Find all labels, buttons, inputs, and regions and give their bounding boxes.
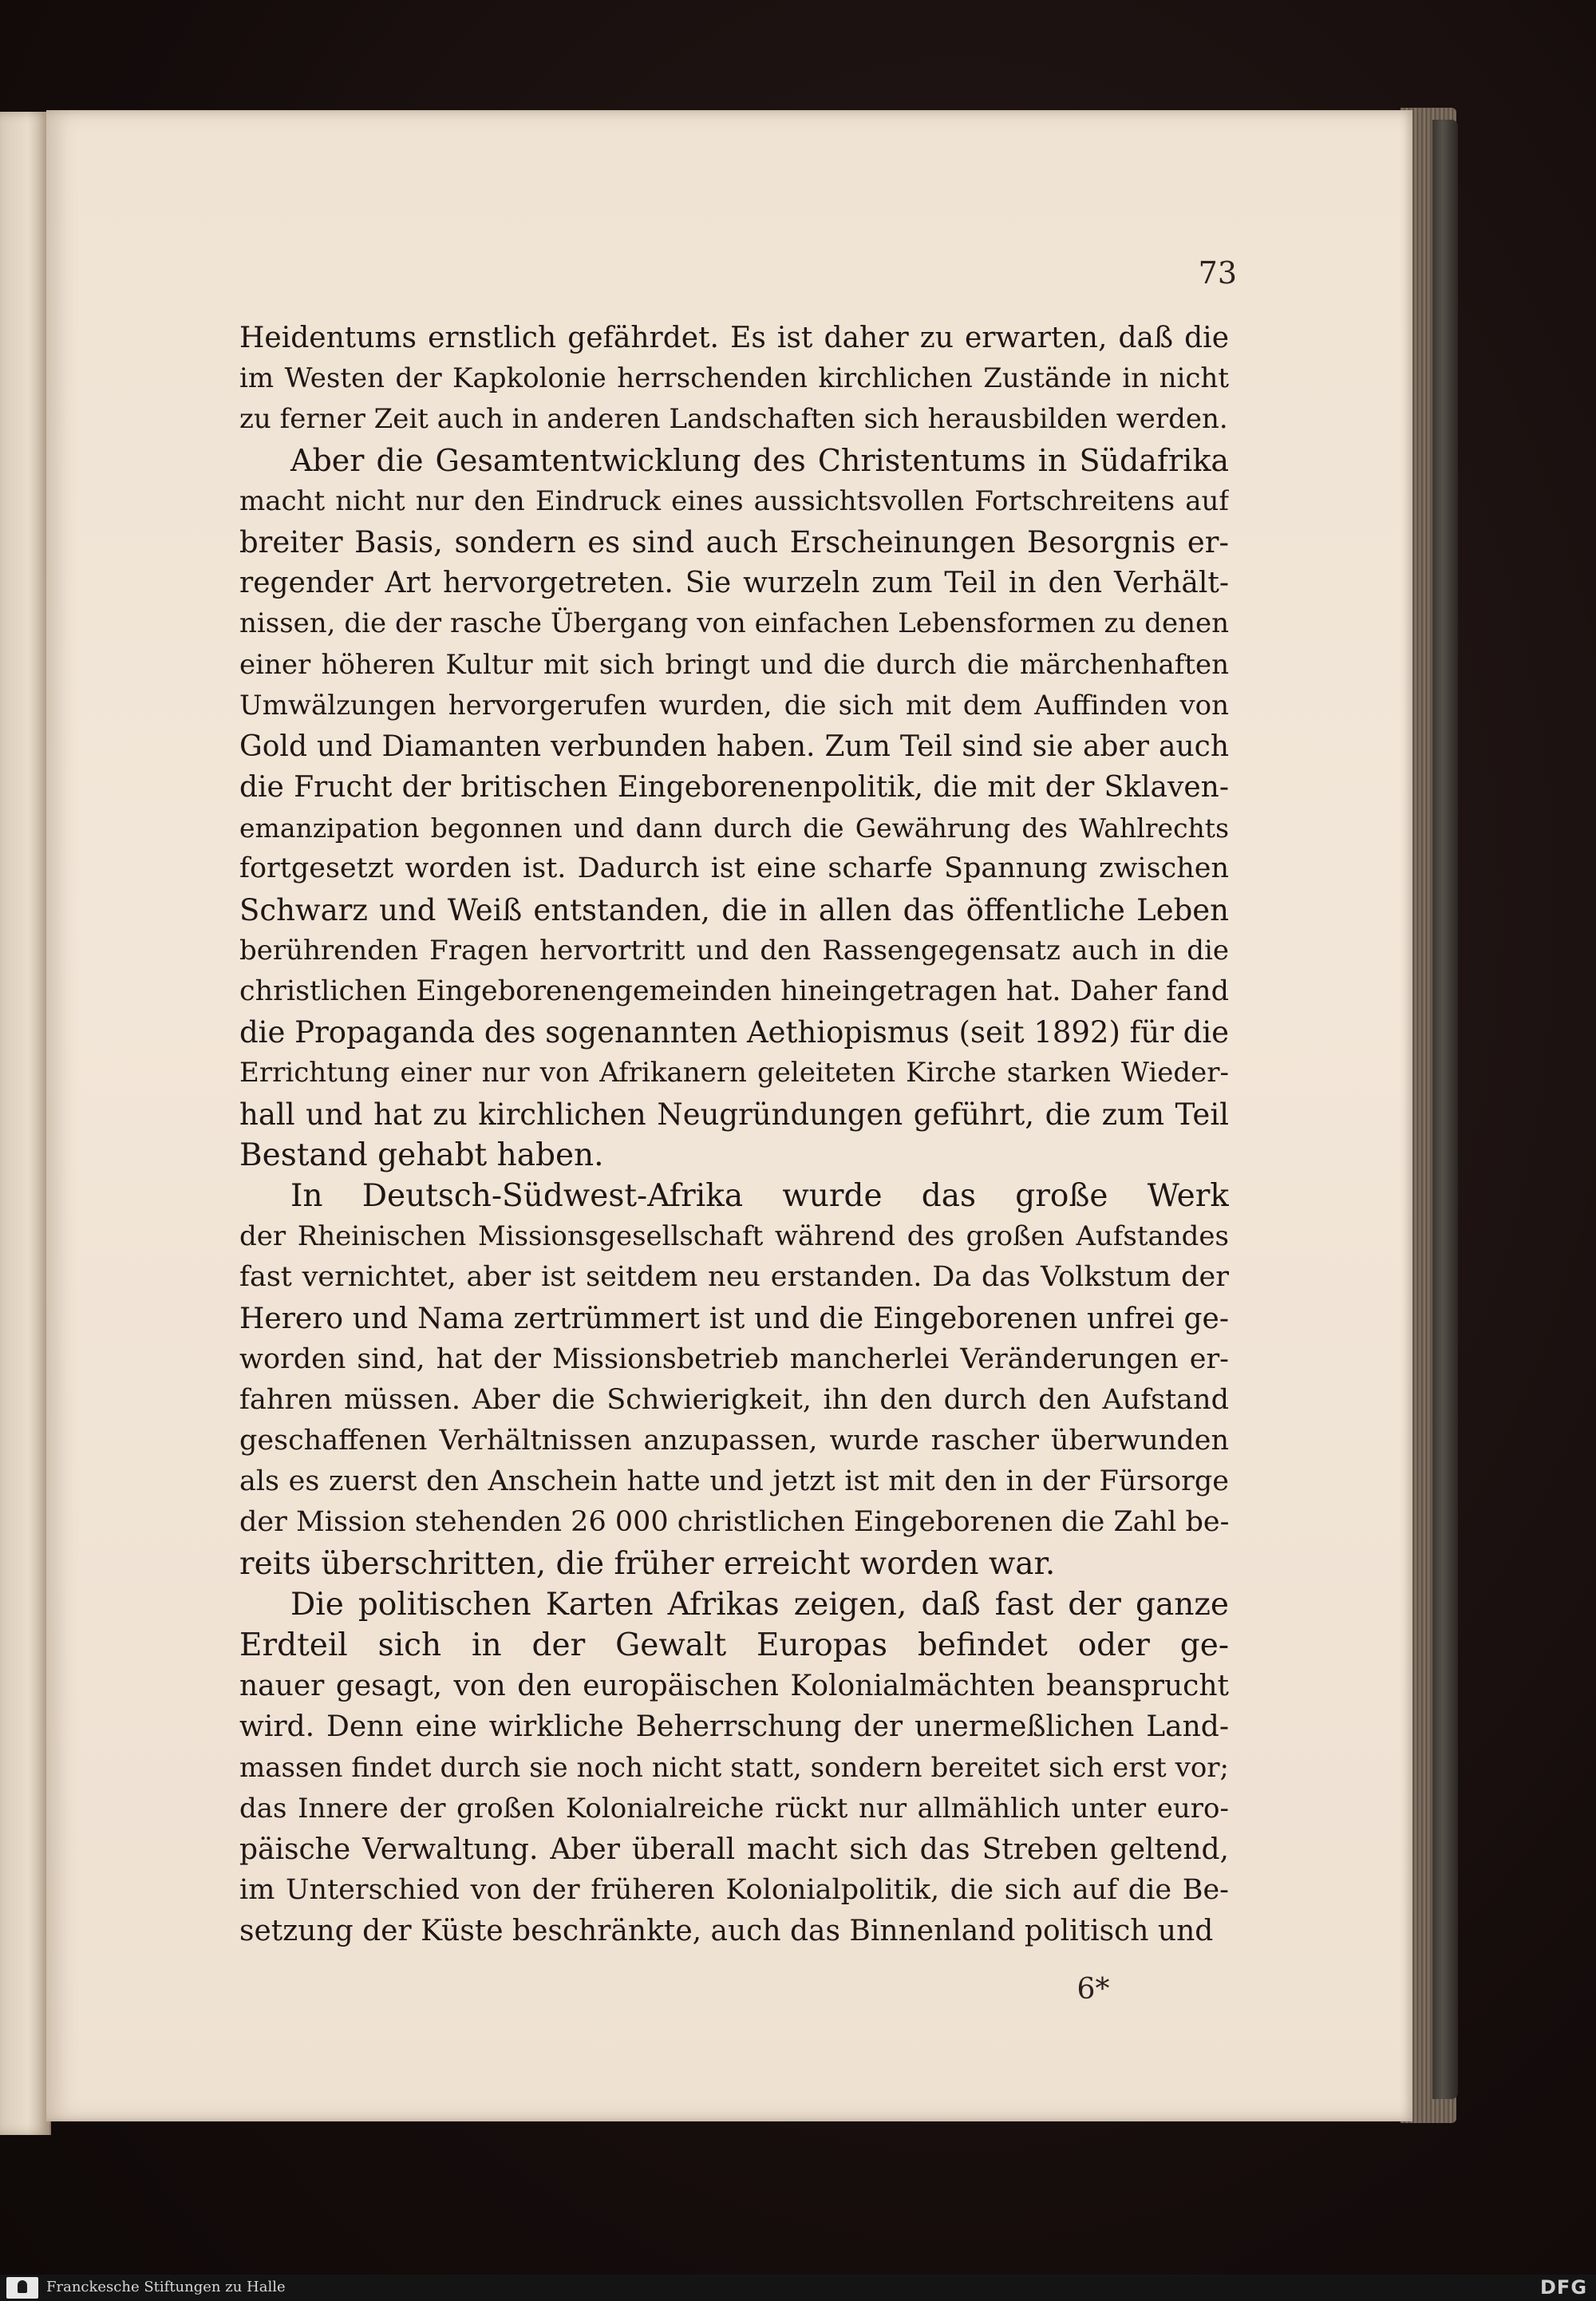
text-line: im Unterschied von der früheren Kolonialpolitik, die sich auf die Be- xyxy=(239,1874,1229,1907)
text-line: fahren müssen. Aber die Schwierigkeit, ihn den durch den Aufstand xyxy=(239,1383,1229,1416)
text-line: päische Verwaltung. Aber überall macht sich das Streben geltend, xyxy=(239,1832,1229,1866)
text-line: wird. Denn eine wirkliche Beherrschung der unermeßlichen Land- xyxy=(239,1710,1229,1744)
text-line: berührenden Fragen hervortritt und den Rassengegensatz auch in die xyxy=(239,934,1229,967)
text-line: Bestand gehabt haben. xyxy=(239,1137,604,1173)
text-line: macht nicht nur den Eindruck eines aussichtsvollen Fortschreitens auf xyxy=(239,484,1229,517)
text-line: Erdteil sich in der Gewalt Europas befindet oder ge- xyxy=(239,1627,1229,1663)
text-line: emanzipation begonnen und dann durch die Gewährung des Wahlrechts xyxy=(239,812,1229,844)
text-line: der Mission stehenden 26 000 christlichen Eingeborenen die Zahl be- xyxy=(239,1506,1229,1539)
text-line: christlichen Eingeborenengemeinden hineingetragen hat. Daher fand xyxy=(239,975,1229,1007)
page-number: 73 xyxy=(1198,255,1237,291)
text-line: die Propaganda des sogenannten Aethiopismus (seit 1892) für die xyxy=(239,1015,1229,1050)
dfg-logo: DFG xyxy=(1540,2276,1588,2299)
text-line: massen findet durch sie noch nicht statt, sondern bereitet sich erst vor; xyxy=(239,1751,1229,1784)
text-line: nauer gesagt, von den europäischen Kolonialmächten beansprucht xyxy=(239,1670,1229,1703)
signature-mark: 6* xyxy=(1077,1973,1110,2006)
footer-institution: Franckesche Stiftungen zu Halle xyxy=(46,2279,286,2295)
text-line: setzung der Küste beschränkte, auch das Binnenland politisch und xyxy=(239,1915,1214,1948)
body-text xyxy=(239,318,1229,1952)
text-line: worden sind, hat der Missionsbetrieb mancherlei Veränderungen er- xyxy=(239,1342,1229,1375)
text-line: das Innere der großen Kolonialreiche rückt nur allmählich unter euro- xyxy=(239,1792,1229,1825)
text-line: In Deutsch-Südwest-Afrika wurde das große Werk xyxy=(290,1177,1229,1214)
text-line: Umwälzungen hervorgerufen wurden, die sich mit dem Auffinden von xyxy=(239,689,1229,722)
text-line: Errichtung einer nur von Afrikanern geleiteten Kirche starken Wieder- xyxy=(239,1057,1229,1089)
text-line: Gold und Diamanten verbunden haben. Zum Teil sind sie aber auch xyxy=(239,729,1229,763)
text-line: regender Art hervorgetreten. Sie wurzeln zum Teil in den Verhält- xyxy=(239,567,1229,600)
text-line: Aber die Gesamtentwicklung des Christentums in Südafrika xyxy=(290,442,1229,478)
text-line: nissen, die der rasche Übergang von einfachen Lebensformen zu denen xyxy=(239,607,1229,640)
text-line: Heidentums ernstlich gefährdet. Es ist daher zu erwarten, daß die xyxy=(239,322,1229,354)
text-line: im Westen der Kapkolonie herrschenden kirchlichen Zustände in nicht xyxy=(239,362,1229,395)
text-line: Herero und Nama zertrümmert ist und die Eingeborenen unfrei ge- xyxy=(239,1302,1229,1335)
text-line: Die politischen Karten Afrikas zeigen, daß fast der ganze xyxy=(290,1586,1229,1623)
text-line: breiter Basis, sondern es sind auch Erscheinungen Besorgnis er- xyxy=(239,524,1229,559)
book-cover-edge xyxy=(1432,120,1458,2099)
text-line: der Rheinischen Missionsgesellschaft während des großen Aufstandes xyxy=(239,1220,1229,1253)
text-line: geschaffenen Verhältnissen anzupassen, wurde rascher überwunden xyxy=(239,1425,1229,1457)
text-line: die Frucht der britischen Eingeborenenpolitik, die mit der Sklaven- xyxy=(239,771,1229,805)
left-page-edge xyxy=(0,112,51,2135)
institution-logo-mark-icon xyxy=(18,2280,27,2293)
text-line: fast vernichtet, aber ist seitdem neu erstanden. Da das Volkstum der xyxy=(239,1261,1229,1294)
text-line: einer höheren Kultur mit sich bringt und die durch die märchenhaften xyxy=(239,648,1229,681)
text-line: zu ferner Zeit auch in anderen Landschaften sich herausbilden werden. xyxy=(239,403,1228,436)
text-line: reits überschritten, die früher erreicht worden war. xyxy=(239,1545,1056,1582)
text-line: fortgesetzt worden ist. Dadurch ist eine scharfe Spannung zwischen xyxy=(239,852,1229,885)
text-line: als es zuerst den Anschein hatte und jetzt ist mit den in der Fürsorge xyxy=(239,1465,1229,1498)
text-line: Schwarz und Weiß entstanden, die in allen das öffentliche Leben xyxy=(239,892,1229,927)
text-line: hall und hat zu kirchlichen Neugründungen geführt, die zum Teil xyxy=(239,1097,1229,1132)
